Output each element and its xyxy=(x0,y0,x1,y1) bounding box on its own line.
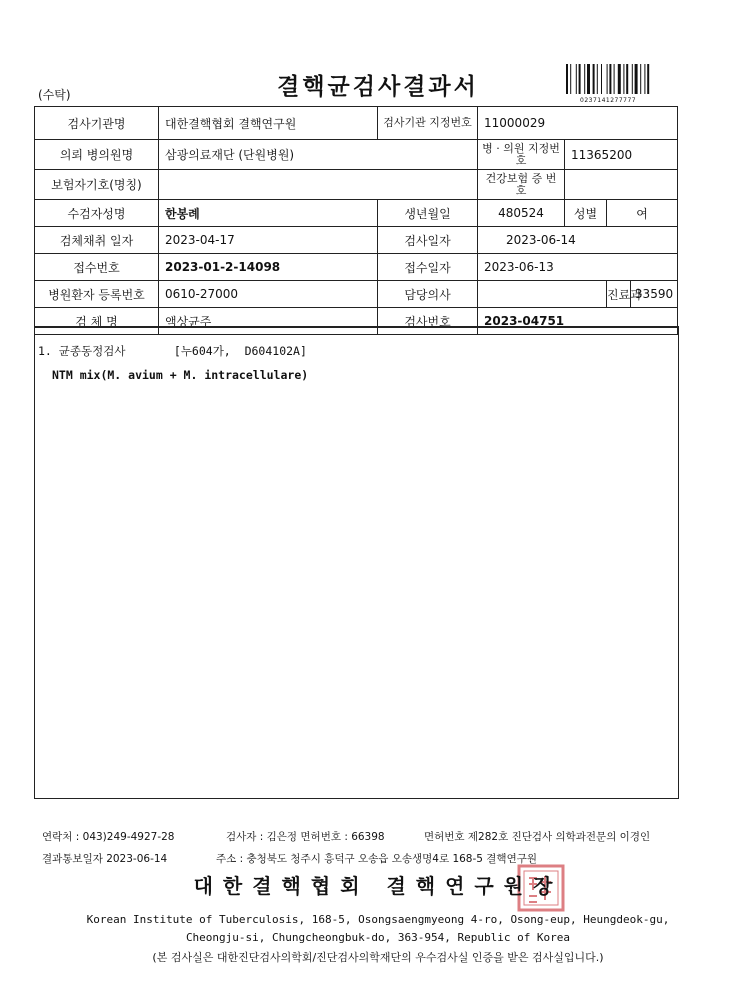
birth-date-value: 480524 xyxy=(478,200,565,227)
insurance-label: 보험자기호(명칭) xyxy=(35,170,159,200)
examiner-info: 검사자 : 김은정 면허번호 : 66398 xyxy=(226,831,385,843)
address-english-line2: Cheongju-si, Chungcheongbuk-do, 363-954, Republic of Korea xyxy=(185,931,571,944)
collection-date-label: 검체채취 일자 xyxy=(35,227,159,254)
specimen-label: 검 체 명 xyxy=(35,308,159,335)
health-insurance-value xyxy=(565,170,678,200)
birth-date-label: 생년월일 xyxy=(378,200,478,227)
patient-name-label: 수검자성명 xyxy=(35,200,159,227)
hospital-code-value: 11365200 xyxy=(565,140,678,170)
department-label: 진료과 xyxy=(607,281,631,308)
sex-label: 성별 xyxy=(565,200,607,227)
department-value: 33590 xyxy=(631,281,678,308)
patient-info-table xyxy=(34,106,678,335)
registration-number-value: 0610-27000 xyxy=(159,281,378,308)
lab-code-value: 11000029 xyxy=(478,107,678,140)
health-insurance-label: 건강보험 증 번 호 xyxy=(478,170,565,200)
certification-note: (본 검사실은 대한진단검사의학회/진단검사의학재단의 우수검사실 인증을 받은 검사실입니다.) xyxy=(152,951,604,964)
doctor-label: 담당의사 xyxy=(378,281,478,308)
specimen-value: 액상균주 xyxy=(159,308,378,335)
test-date-label: 검사일자 xyxy=(378,227,478,254)
registration-number-label: 병원환자 등록번호 xyxy=(35,281,159,308)
lab-value: 대한결핵협회 결핵연구원 xyxy=(159,107,378,140)
barcode-icon xyxy=(566,64,676,100)
patient-name-value: 한봉례 xyxy=(159,200,378,227)
result-test-name: 1. 균종동정검사 [누604가, D604102A] xyxy=(38,344,307,358)
reception-number-label: 접수번호 xyxy=(35,254,159,281)
result-box xyxy=(34,326,679,799)
lab-label: 검사기관명 xyxy=(35,107,159,140)
test-date-value: 2023-06-14 xyxy=(478,227,678,254)
result-finding: NTM mix(M. avium + M. intracellulare) xyxy=(52,368,309,382)
reception-date-value: 2023-06-13 xyxy=(478,254,678,281)
hospital-label: 의뢰 병의원명 xyxy=(35,140,159,170)
hospital-value: 삼광의료재단 (단원병원) xyxy=(159,140,478,170)
barcode-number: 0237141277777 xyxy=(580,97,637,104)
contact-phone: 연락처 : 043)249-4927-28 xyxy=(42,831,175,843)
lab-code-label: 검사기관 지정번호 xyxy=(378,107,478,140)
doctor-value xyxy=(478,281,607,308)
test-number-value: 2023-04751 xyxy=(478,308,678,335)
hospital-code-label: 병 · 의원 지정번호 xyxy=(478,140,565,170)
collection-date-value: 2023-04-17 xyxy=(159,227,378,254)
receipt-type: (수탁) xyxy=(38,88,71,102)
reception-date-label: 접수일자 xyxy=(378,254,478,281)
insurance-value xyxy=(159,170,478,200)
document-title: 결핵균검사결과서 xyxy=(277,74,479,100)
sex-value: 여 xyxy=(607,200,678,227)
address-english-line1: Korean Institute of Tuberculosis, 168-5, Osongsaengmyeong 4-ro, Osong-eup, Heungdeok-gu, xyxy=(86,913,670,926)
address-korean: 주소 : 충청북도 청주시 흥덕구 오송읍 오송생명4로 168-5 결핵연구원 xyxy=(216,853,538,865)
organization-name: 대한결핵협회 결핵연구원장 xyxy=(193,874,563,898)
test-number-label: 검사번호 xyxy=(378,308,478,335)
reception-number-value: 2023-01-2-14098 xyxy=(159,254,378,281)
physician-license: 면허번호 제282호 진단검사 의학과전문의 이경인 xyxy=(424,831,651,843)
report-date: 결과통보일자 2023-06-14 xyxy=(42,853,168,865)
